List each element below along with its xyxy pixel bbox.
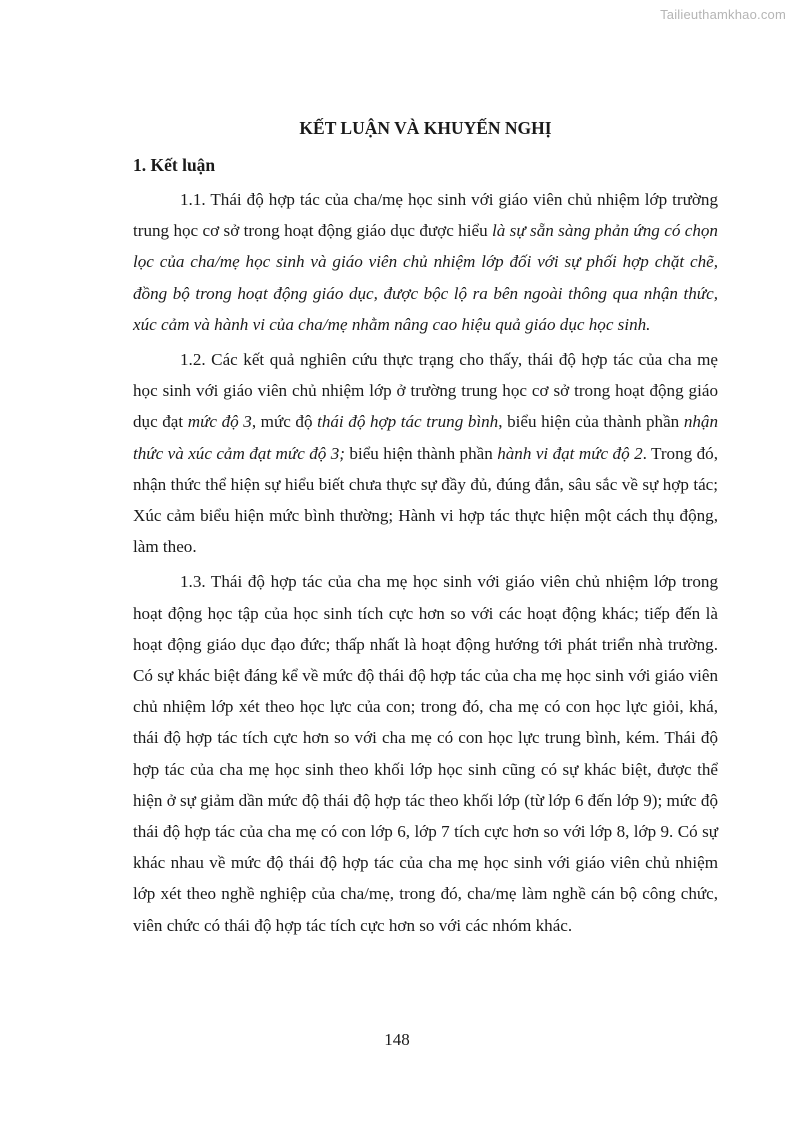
- p2-text-g: biểu hiện thành phần: [344, 443, 498, 463]
- p2-italic-d: thái độ hợp tác trung bình: [317, 412, 499, 432]
- page-title: KẾT LUẬN VÀ KHUYẾN NGHỊ: [299, 118, 552, 138]
- p2-italic-b: mức độ 3: [187, 412, 252, 432]
- paragraph-1-text: 1.1. Thái độ hợp tác của cha/mẹ học sinh với giáo viên chủ nhiệm lớp trường trung học cơ sở trong hoạt động giáo dục được hiểu: [133, 190, 718, 241]
- document-page: [133, 118, 718, 945]
- p2-italic-f: nhận thức và xúc cảm đạt mức độ 3;: [133, 412, 718, 463]
- p2-text-c: , mức độ: [251, 412, 318, 432]
- p2-text-a: 1.2. Các kết quả nghiên cứu thực trạng cho thấy, thái độ hợp tác của cha mẹ học sinh với giáo viên chủ nhiệm lớp ở trường trung học cơ sở trong hoạt động giáo dục đạt: [133, 350, 718, 432]
- section-heading: 1. Kết luận: [133, 155, 216, 175]
- p2-italic-h: hành vi đạt mức độ 2: [497, 443, 643, 463]
- paragraph-1-italic: là sự sẵn sàng phản ứng có chọn lọc của cha/mẹ học sinh và giáo viên chủ nhiệm lớp đối với sự phối hợp chặt chẽ, đồng bộ trong hoạt động giáo dục, được bộc lộ ra bên ngoài thông qua nhận thức, xúc cảm và hành vi của cha/mẹ nhằm nâng cao hiệu quả giáo dục học sinh.: [133, 221, 718, 334]
- page-number: 148: [384, 1030, 410, 1049]
- paragraph-2: [133, 344, 718, 562]
- p2-text-i: . Trong đó, nhận thức thể hiện sự hiểu biết chưa thực sự đầy đủ, đúng đắn, sâu sắc về sự hợp tác; Xúc cảm biểu hiện mức bình thường; Hành vi hợp tác thực hiện một cách thụ động, làm theo.: [133, 443, 718, 557]
- paragraph-3: 1.3. Thái độ hợp tác của cha mẹ học sinh với giáo viên chủ nhiệm lớp trong hoạt động học tập của học sinh tích cực hơn so với các hoạt động khác; tiếp đến là hoạt động giáo dục đạo đức; thấp nhất là hoạt động hướng tới phát triển nhà trường. Có sự khác biệt đáng kể về mức độ thái độ hợp tác của cha mẹ học sinh với giáo viên chủ nhiệm lớp xét theo học lực của con; trong đó, cha mẹ có con học lực giỏi, khá, thái độ hợp tác tích cực hơn so với cha mẹ có con học lực trung bình, kém. Thái độ hợp tác của cha mẹ học sinh theo khối lớp học sinh cũng có sự khác biệt, được thể hiện ở sự giảm dần mức độ thái độ hợp tác theo khối lớp (từ lớp 6 đến lớp 9); mức độ thái độ hợp tác của cha mẹ có con lớp 6, lớp 7 tích cực hơn so với lớp 8, lớp 9. Có sự khác nhau về mức độ thái độ hợp tác của cha mẹ học sinh với giáo viên chủ nhiệm lớp xét theo nghề nghiệp của cha/mẹ, trong đó, cha/mẹ làm nghề cán bộ công chức, viên chức có thái độ hợp tác tích cực hơn so với các nhóm khác.: [133, 572, 719, 935]
- watermark: Tailieuthamkhao.com: [660, 7, 786, 22]
- p2-text-e: , biểu hiện của thành phần: [498, 412, 684, 432]
- paragraph-1: [133, 184, 718, 340]
